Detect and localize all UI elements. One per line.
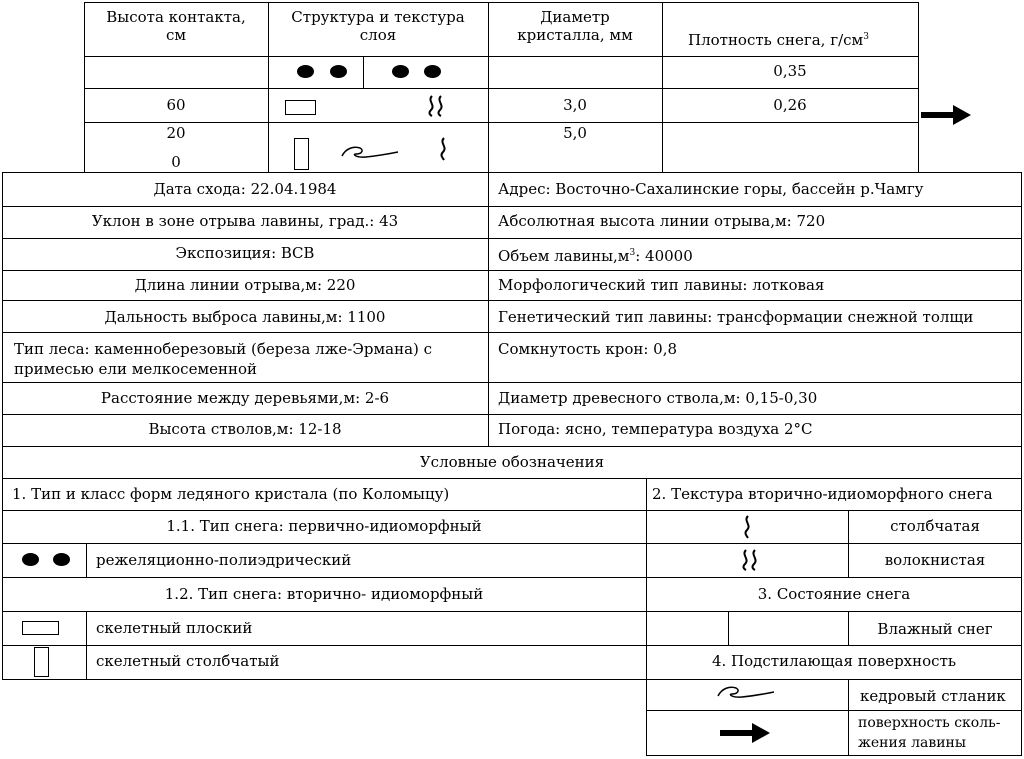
trunk-height: Высота стволов,м: 12-18 <box>148 420 342 438</box>
slope-angle: Уклон в зоне отрыва лавины, град.: 43 <box>91 212 399 230</box>
exposure: Экспозиция: ВСВ <box>175 244 315 262</box>
density-value: 0,35 <box>773 62 807 80</box>
genetic-type: Генетический тип лавины: трансформации снежной толщи <box>498 308 974 326</box>
legend-sliding-line-2: жения лавины <box>858 735 967 751</box>
crystal-diameter-value: 5,0 <box>563 124 587 142</box>
legend-section-snow-state: 3. Состояние снега <box>757 585 911 603</box>
forest-type-line-1: Тип леса: каменноберезовый (береза лже-Эрмана) с <box>14 340 433 358</box>
skeletal-flat-icon <box>285 100 316 115</box>
legend-wet-snow: Влажный снег <box>877 620 993 638</box>
regelation-crystal-icon <box>424 65 441 78</box>
break-line-length: Длина линии отрыва,м: 220 <box>134 276 356 294</box>
legend-skeletal-columnar: скелетный столбчатый <box>96 652 280 670</box>
cedar-elfin-icon <box>340 142 400 162</box>
skeletal-columnar-icon <box>294 138 309 170</box>
trunk-diameter: Диаметр древесного ствола,м: 0,15-0,30 <box>498 389 818 407</box>
runout-distance: Дальность выброса лавины,м: 1100 <box>104 308 386 326</box>
avalanche-address: Адрес: Восточно-Сахалинские горы, бассейн р.Чамгу <box>498 180 924 198</box>
cedar-elfin-icon <box>716 682 776 702</box>
header-density: Плотность снега, $г/см^3$ <box>688 31 869 49</box>
crown-closure: Сомкнутость крон: 0,8 <box>498 340 678 358</box>
header-contact-height: Высота контакта, см <box>106 8 246 44</box>
header-crystal-diameter: Диаметр кристалла, мм <box>517 8 633 44</box>
legend-subsection-primary: 1.1. Тип снега: первично-идиоморфный <box>166 517 482 535</box>
legend-regelation: режеляционно-полиэдрический <box>96 551 352 569</box>
crystal-diameter-value: 3,0 <box>563 96 587 114</box>
contact-height-value: 0 <box>171 153 181 171</box>
header-structure: Структура и текстура слоя <box>291 8 465 44</box>
fibrous-texture-icon <box>426 94 448 118</box>
legend-skeletal-flat: скелетный плоский <box>96 619 253 637</box>
avalanche-volume: Объем $лавины,м^3$: 40000 <box>498 247 693 265</box>
tree-spacing: Расстояние между деревьями,м: 2-6 <box>100 389 390 407</box>
columnar-texture-icon <box>742 514 754 540</box>
avalanche-date: Дата схода: 22.04.1984 <box>153 180 337 198</box>
columnar-texture-icon <box>438 136 450 162</box>
legend-cedar: кедровый стланик <box>860 687 1006 705</box>
contact-height-value: 60 <box>166 96 186 114</box>
legend-sliding-line-1: поверхность сколь- <box>858 715 1001 731</box>
sliding-surface-arrow-icon <box>720 723 770 743</box>
legend-subsection-secondary: 1.2. Тип снега: вторично- идиоморфный <box>164 585 484 603</box>
legend-columnar: столбчатая <box>890 517 980 535</box>
legend-section-underlying: 4. Подстилающая поверхность <box>711 652 957 670</box>
legend-title: Условные обозначения <box>419 453 605 471</box>
regelation-crystal-icon <box>297 65 314 78</box>
regelation-crystal-icon <box>392 65 409 78</box>
fibrous-texture-icon <box>740 548 762 572</box>
density-value: 0,26 <box>773 96 807 114</box>
legend-section-crystal-forms: 1. Тип и класс форм ледяного кристала (по Коломыцу) <box>12 485 450 503</box>
regelation-crystal-icon <box>22 553 39 566</box>
weather: Погода: ясно, температура воздуха 2°С <box>498 420 813 438</box>
contact-height-value: 20 <box>166 124 186 142</box>
morphological-type: Морфологический тип лавины: лотковая <box>498 276 825 294</box>
regelation-crystal-icon <box>330 65 347 78</box>
legend-section-texture: 2. Текстура вторично-идиоморфного снега <box>652 485 993 503</box>
skeletal-columnar-icon <box>34 647 49 677</box>
sliding-surface-arrow-icon <box>921 105 971 125</box>
forest-type-line-2: примесью ели мелкосеменной <box>14 360 258 378</box>
break-line-altitude: Абсолютная высота линии отрыва,м: 720 <box>498 212 826 230</box>
skeletal-flat-icon <box>22 621 59 635</box>
legend-fibrous: волокнистая <box>884 551 986 569</box>
regelation-crystal-icon <box>53 553 70 566</box>
